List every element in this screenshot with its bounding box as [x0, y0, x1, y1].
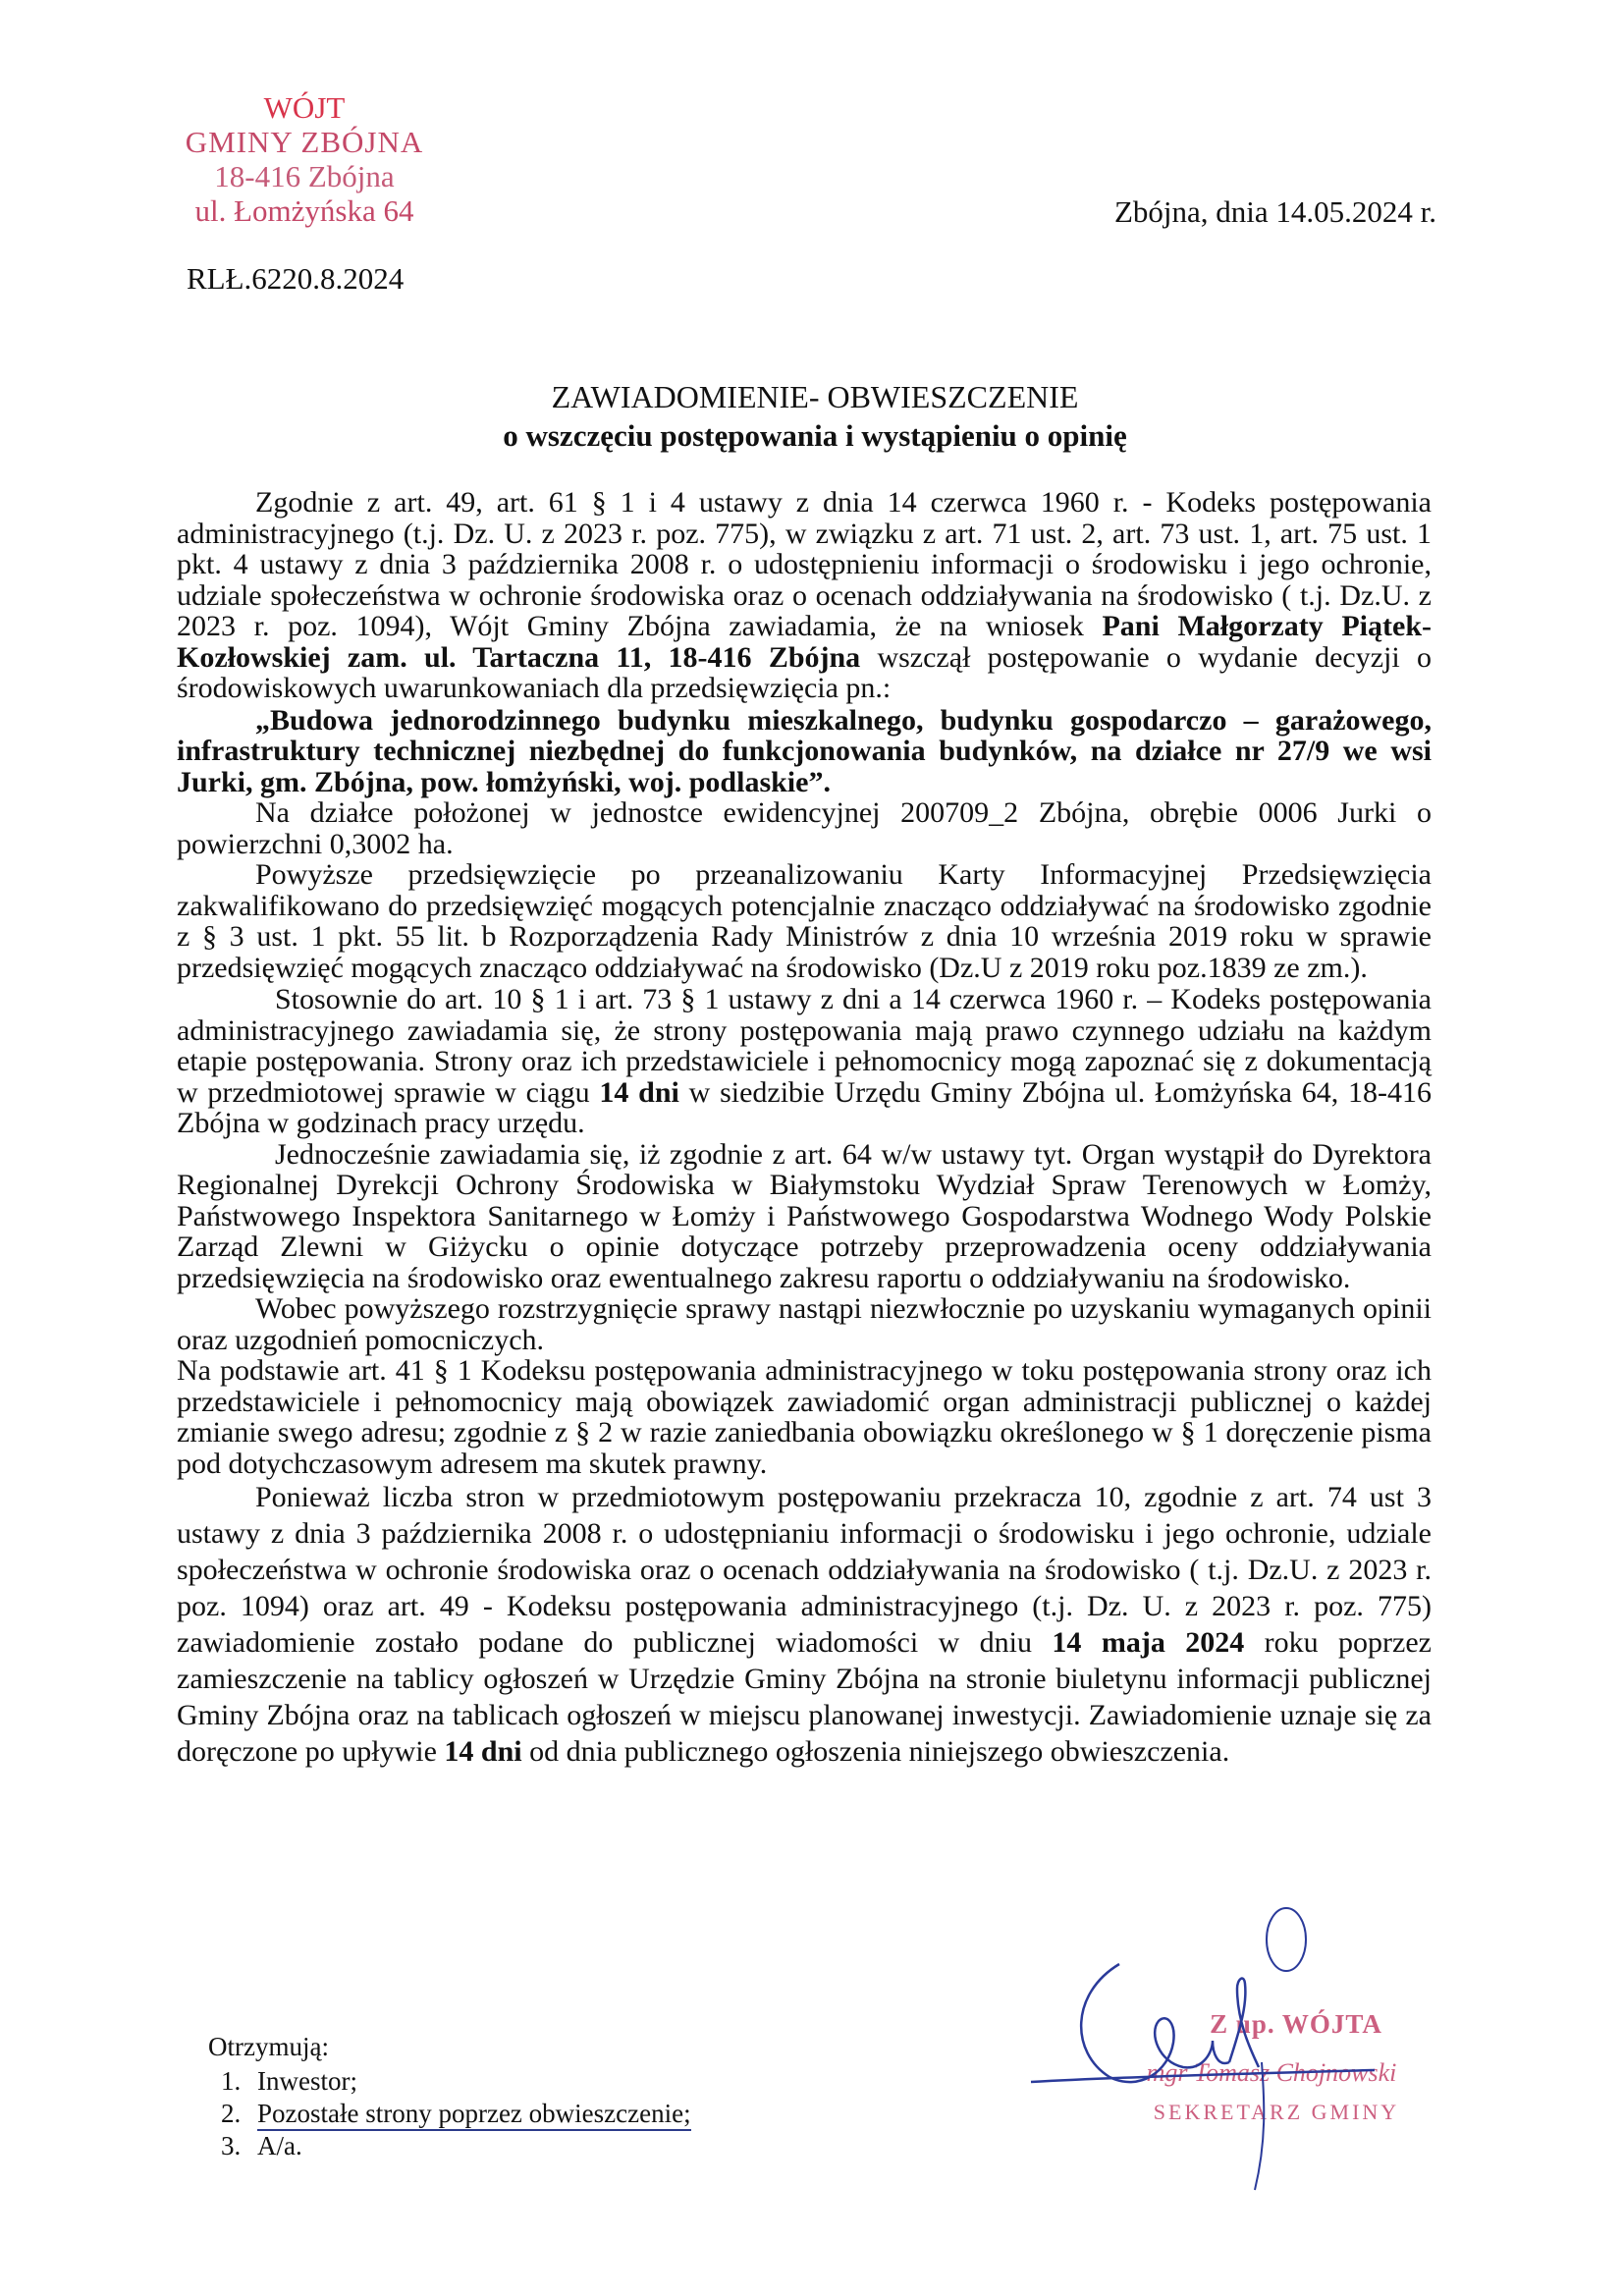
- paragraph-4-text-a: Stosownie do art. 10 § 1 i art. 73 § 1 ustawy z dni a 14 czerwca 1960 r. – Kodeks postępowania administracyjnego zawiadamia się, że strony postępowania mają prawo czynnego udziału na każdym etapie postępowania. Strony oraz ich przedstawiciele i pełnomocnicy mogą zapoznać się z dokumentacją w przedmiotowej sprawie w ciągu: [177, 983, 1432, 1109]
- document-date: Zbójna, dnia 14.05.2024 r.: [1113, 194, 1436, 229]
- paragraph-2: Na działce położonej w jednostce ewidencyjnej 200709_2 Zbójna, obrębie 0006 Jurki o powierzchni 0,3002 ha.: [177, 796, 1432, 860]
- paragraph-3: Powyższe przedsięwzięcie po przeanalizowaniu Karty Informacyjnej Przedsięwzięcia zakwalifikowano do przedsięwzięć mogących potencjalnie znacząco oddziaływać na środowisko zgodnie z § 3 ust. 1 pkt. 55 lit. b Rozporządzenia Rady Ministrów z dnia 10 września 2019 roku w sprawie przedsięwzięć mogących znacząco oddziaływać na środowisko (Dz.U z 2019 roku poz.1839 ze zm.).: [177, 858, 1432, 984]
- stamp-line-4: ul. Łomżyńska 64: [194, 193, 414, 228]
- reference-number: RLŁ.6220.8.2024: [187, 261, 405, 296]
- paragraph-4-text-b: w siedzibie Urzędu Gminy Zbójna ul. Łomżyńska 64, 18-416 Zbójna w godzinach pracy urzędu.: [177, 1075, 1432, 1139]
- recipient-item: [247, 2098, 691, 2130]
- paragraph-5: Jednocześnie zawiadamia się, iż zgodnie z art. 64 w/w ustawy tyt. Organ wystąpił do Dyrektora Regionalnej Dyrekcji Ochrony Środowiska w Białymstoku Wydział Spraw Terenowych w Łomży, Państwowego Inspektora Sanitarnego w Łomży i Państwowego Gospodarstwa Wodnego Wody Polskie Zarząd Zlewni w Giżycku o opinie dotyczące potrzeby przeprowadzenia oceny oddziaływania przedsięwzięcia na środowisko oraz ewentualnego zakresu raportu o oddziaływaniu na środowisko.: [177, 1137, 1432, 1294]
- paragraph-6: Wobec powyższego rozstrzygnięcie sprawy nastąpi niezwłocznie po uzyskaniu wymaganych opinii oraz uzgodnień pomocniczych.: [177, 1292, 1432, 1356]
- paragraph-1-text-b: wszczął postępowanie o wydanie decyzji o środowiskowych uwarunkowaniach dla przedsięwzięcia pn.:: [177, 640, 1432, 704]
- paragraph-8: [177, 1479, 1432, 1770]
- recipient-item: 3. A/a.: [247, 2130, 691, 2162]
- publication-date: 14 maja 2024: [1052, 1626, 1245, 1659]
- signature-stamp-line-2: mgr Tomasz Chojnowski: [1146, 2058, 1397, 2087]
- recipient-item-text: Pozostałe strony poprzez obwieszczenie;: [257, 2099, 691, 2131]
- signature-stamp-line-3: SEKRETARZ GMINY: [1153, 2100, 1400, 2124]
- stamp-line-1: WÓJT: [263, 90, 346, 125]
- office-stamp: [167, 90, 442, 228]
- applicant-name: Pani Małgorzaty Piątek-Kozłowskiej zam. ul. Tartaczna 11, 18-416 Zbójna: [177, 610, 1432, 674]
- title-main: ZAWIADOMIENIE- OBWIESZCZENIE: [551, 379, 1079, 414]
- project-name: „Budowa jednorodzinnego budynku mieszkalnego, budynku gospodarczo – garażowego, infrastruktury technicznej niezbędnej do funkcjonowania budynków, na działce nr 27/9 we wsi Jurki, gm. Zbójna, pow. łomżyński, woj. podlaskie”.: [177, 703, 1432, 798]
- handwritten-signature: [1001, 1905, 1414, 2200]
- recipient-item: 1. Inwestor;: [247, 2065, 691, 2098]
- paragraph-1: [177, 487, 1432, 704]
- stamp-line-3: 18-416 Zbójna: [214, 159, 395, 193]
- paragraph-1-text-a: Zgodnie z art. 49, art. 61 § 1 i 4 ustawy z dnia 14 czerwca 1960 r. - Kodeks postępowania administracyjnego (t.j. Dz. U. z 2023 r. poz. 775), w związku z art. 71 ust. 2, art. 73 ust. 1, art. 75 ust. 1 pkt. 4 ustawy z dnia 3 października 2008 r. o udostępnieniu informacji o środowisku i jego ochronie, udziale społeczeństwa w ochronie środowiska oraz o ocenach oddziaływania na środowisko ( t.j. Dz.U. z 2023 r. poz. 1094), Wójt Gminy Zbójna zawiadamia, że na wniosek: [177, 486, 1432, 642]
- recipients-list: [208, 2031, 691, 2162]
- paragraph-8-text-c: od dnia publicznego ogłoszenia niniejszego obwieszczenia.: [521, 1735, 1230, 1768]
- paragraph-7: Na podstawie art. 41 § 1 Kodeksu postępowania administracyjnego w toku postępowania strony oraz ich przedstawiciele i pełnomocnicy mają obowiązek zawiadomić organ administracji publicznej o każdej zmianie swego adresu; zgodnie z § 2 w razie zaniedbania obowiązku określonego w § 1 doręczenie pisma pod dotychczasowym adresem ma skutek prawny.: [177, 1354, 1432, 1480]
- signature-stamp-line-1: Z up. WÓJTA: [1210, 2009, 1382, 2039]
- document-title: [177, 377, 1453, 456]
- title-subtitle: o wszczęciu postępowania i wystąpieniu o opinię: [503, 418, 1127, 453]
- document-body: [177, 487, 1432, 1770]
- stamp-line-2: GMINY ZBÓJNA: [185, 125, 424, 159]
- paragraph-8-text-a: Ponieważ liczba stron w przedmiotowym postępowaniu przekracza 10, zgodnie z art. 74 ust 3 ustawy z dnia 3 października 2008 r. o udostępnianiu informacji o środowisku i jego ochronie, udziale społeczeństwa w ochronie środowiska oraz o ocenach oddziaływania na środowisko ( t.j. Dz.U. z 2023 r. poz. 1094) oraz art. 49 - Kodeksu postępowania administracyjnego (t.j. Dz. U. z 2023 r. poz. 775) zawiadomienie zostało podane do publicznej wiadomości w dniu: [177, 1481, 1432, 1659]
- recipients-heading: Otrzymują:: [208, 2032, 329, 2061]
- paragraph-4: [177, 984, 1432, 1139]
- paragraph-4-deadline: 14 dni: [599, 1075, 679, 1109]
- paragraph-8-text-b: roku poprzez zamieszczenie na tablicy ogłoszeń w Urzędzie Gminy Zbójna na stronie biuletynu informacji publicznej Gminy Zbójna oraz na tablicach ogłoszeń w miejscu planowanej inwestycji. Zawiadomienie uznaje się za doręczone po upływie: [177, 1626, 1432, 1768]
- paragraph-8-deadline: 14 dni: [444, 1735, 522, 1768]
